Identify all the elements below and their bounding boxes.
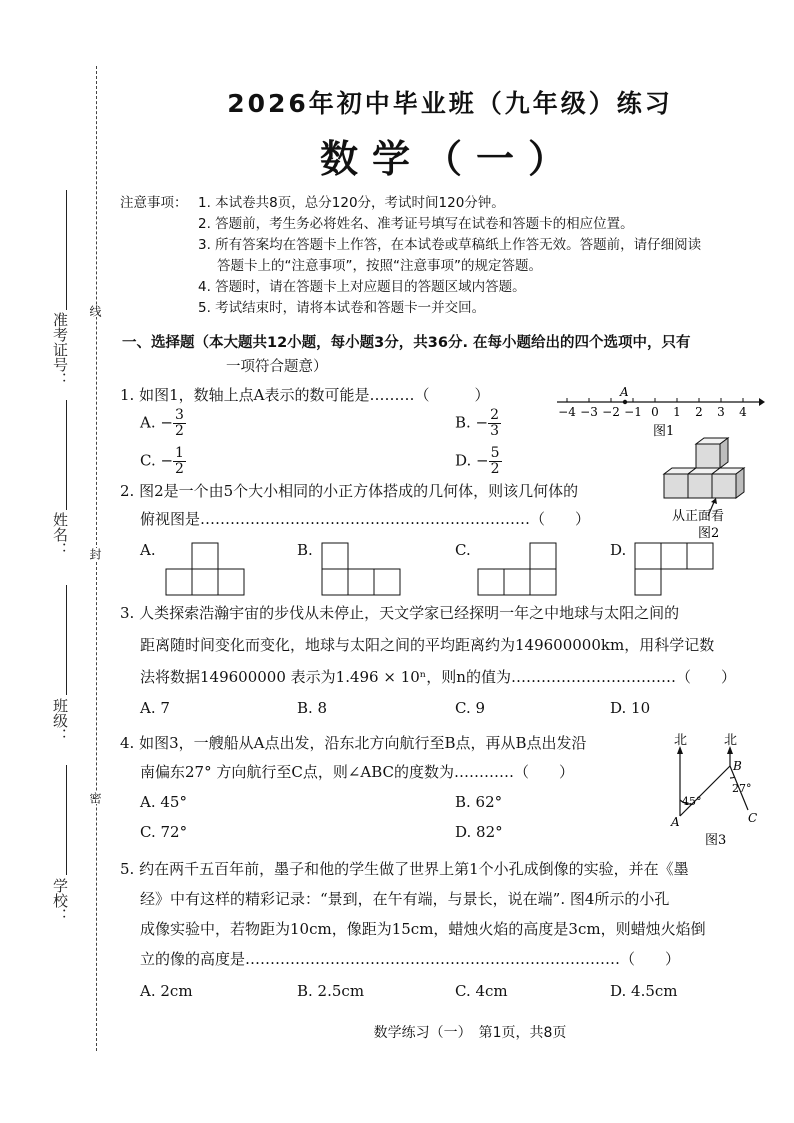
q3-line2: 距离随时间变化而变化，地球与太阳之间的平均距离约为149600000km，用科学记数 (140, 636, 715, 654)
axis-ticks (558, 398, 747, 419)
north-label-b: 北 (724, 733, 738, 748)
figure2-caption: 图2 (698, 526, 720, 541)
q2-option-c-label: C. (455, 541, 471, 559)
figure2-view-label: 从正面看 (672, 509, 725, 524)
q1-stem: 1. 如图1，数轴上点A表示的数可能是………（ ） (120, 386, 490, 404)
q5-option-c[interactable]: C. 4cm (455, 982, 508, 1000)
axis-tick-label: −1 (624, 405, 642, 419)
q3-line1: 3. 人类探索浩瀚宇宙的步伐从未停止，天文学家已经探明一年之中地球与太阳之间的 (120, 604, 680, 622)
q5-option-d[interactable]: D. 4.5cm (610, 982, 678, 1000)
q2-option-b-grid (320, 542, 404, 596)
q4-line1: 4. 如图3，一艘船从A点出发，沿东北方向航行至B点，再从B点出发沿 (120, 734, 587, 752)
school-underline (66, 765, 67, 875)
point-c-label: C (748, 811, 758, 825)
q5-line3: 成像实验中，若物距为10cm，像距为15cm，蜡烛火焰的高度是3cm，则蜡烛火焰倒 (140, 920, 706, 938)
q5-line1: 5. 约在两千五百年前，墨子和他的学生做了世界上第1个小孔成倒像的实验，并在《墨 (120, 860, 689, 878)
q2-option-d-grid (633, 542, 717, 596)
q1-a-numerator: 3 (174, 407, 184, 423)
q2-option-b[interactable] (297, 541, 313, 559)
axis-tick-label: −4 (558, 405, 576, 419)
figure1-number-line (555, 386, 765, 440)
q2-option-d[interactable] (610, 541, 626, 559)
q3-option-a[interactable]: A. 7 (140, 699, 170, 717)
page-footer: 数学练习（一） 第1页，共8页 (373, 1025, 567, 1041)
q2-stem-line2: 俯视图是…………………………………………………………（ ） (140, 510, 591, 528)
q2-option-a[interactable] (140, 541, 156, 559)
q2-option-a-grid (164, 542, 248, 596)
q5-line4: 立的像的高度是…………………………………………………………………（ ） (140, 950, 681, 968)
q1-option-a-label: A. − (140, 413, 173, 432)
q1-option-d[interactable] (455, 446, 502, 477)
q1-option-c[interactable] (140, 446, 186, 477)
section1-heading (122, 330, 782, 356)
q2-stem-line1: 2. 图2是一个由5个大小相同的小正方体搭成的几何体，则该几何体的 (120, 482, 579, 500)
q3-option-d[interactable]: D. 10 (610, 699, 651, 717)
q1-b-denominator: 3 (490, 423, 500, 439)
section1-heading-cont: 一项符合题意） (226, 359, 328, 375)
angle-label-a: 45° (682, 795, 702, 808)
q1-d-numerator: 5 (490, 445, 500, 461)
axis-tick-label: 0 (651, 405, 659, 419)
note-item: 答题卡上的“注意事项”，按照“注意事项”的规定答题。 (217, 258, 542, 274)
q1-c-numerator: 1 (175, 445, 184, 461)
figure1-caption: 图1 (653, 424, 675, 439)
q5-option-b[interactable]: B. 2.5cm (297, 982, 365, 1000)
school-label: 学校： (51, 878, 69, 923)
seal-mark-line: 线 (88, 305, 102, 317)
q2-option-c[interactable] (455, 541, 471, 559)
angle-label-b: 27° (732, 782, 752, 795)
axis-tick-label: −3 (580, 405, 598, 419)
subject-title: 数学（一） (319, 137, 580, 181)
class-label: 班级： (51, 698, 69, 743)
q1-option-b[interactable] (455, 408, 501, 439)
q1-b-numerator: 2 (490, 407, 500, 423)
axis-tick-label: 1 (673, 405, 681, 419)
note-item: 1. 本试卷共8页，总分120分，考试时间120分钟。 (198, 195, 505, 211)
figure3-bearing (668, 730, 768, 848)
figure3-caption: 图3 (705, 833, 727, 848)
q4-option-c[interactable]: C. 72° (140, 823, 188, 841)
q4-option-d[interactable]: D. 82° (455, 823, 503, 841)
section1-heading-text: 一、选择题（本大题共12小题，每小题3分，共36分. 在每小题给出的四个选项中，只有 (122, 335, 691, 351)
figure2-cubes (658, 434, 768, 542)
page-title: 2026年初中毕业班（九年级）练习 (227, 89, 673, 118)
point-b-label: B (733, 759, 742, 773)
point-a-label: A (671, 815, 680, 829)
notes-label: 注意事项： (120, 195, 188, 211)
q5-line2: 经》中有这样的精彩记录：“景到，在午有端，与景长，说在端”. 图4所示的小孔 (140, 890, 670, 908)
axis-tick-label: 2 (695, 405, 703, 419)
q2-option-d-label: D. (610, 541, 627, 559)
q1-c-denominator: 2 (175, 461, 184, 477)
q2-option-c-grid (476, 542, 560, 596)
q2-option-a-label: A. (140, 541, 156, 559)
q5-option-a[interactable]: A. 2cm (140, 982, 193, 1000)
exam-id-underline (66, 190, 67, 310)
q3-line3: 法将数据149600000 表示为1.496 × 10ⁿ，则n的值为……………………………（ ） (140, 668, 736, 686)
axis-tick-label: 4 (739, 405, 747, 419)
note-item: 4. 答题时，请在答题卡上对应题目的答题区域内答题。 (198, 279, 526, 295)
seal-mark-seal: 封 (88, 548, 102, 560)
q4-option-a[interactable]: A. 45° (140, 793, 187, 811)
q1-option-a[interactable] (140, 408, 186, 439)
point-a-label: A (620, 386, 629, 399)
class-underline (66, 585, 67, 695)
q1-option-c-label: C. − (140, 451, 174, 470)
name-underline (66, 400, 67, 510)
note-item: 2. 答题前，考生务必将姓名、准考证号填写在试卷和答题卡的相应位置。 (198, 216, 634, 232)
seal-mark-secret: 密 (88, 792, 102, 804)
q1-d-denominator: 2 (490, 461, 500, 477)
exam-id-label: 准考证号： (51, 312, 69, 387)
note-item: 5. 考试结束时，请将本试卷和答题卡一并交回。 (198, 300, 486, 316)
axis-tick-label: 3 (717, 405, 725, 419)
notes-list (198, 193, 768, 319)
note-item: 3. 所有答案均在答题卡上作答，在本试卷或草稿纸上作答无效。答题前，请仔细阅读 (198, 237, 702, 253)
q3-option-c[interactable]: C. 9 (455, 699, 486, 717)
q1-option-b-label: B. − (455, 413, 489, 432)
axis-tick-label: −2 (602, 405, 620, 419)
q1-a-denominator: 2 (174, 423, 184, 439)
axis-arrow-icon (759, 398, 765, 406)
q3-option-b[interactable]: B. 8 (297, 699, 328, 717)
name-label: 姓名： (51, 512, 69, 557)
q4-option-b[interactable]: B. 62° (455, 793, 503, 811)
q4-line2: 南偏东27° 方向航行至C点，则∠ABC的度数为…………（ ） (140, 763, 575, 781)
point-a-dot (623, 400, 627, 404)
q2-option-b-label: B. (297, 541, 313, 559)
q1-option-d-label: D. − (455, 451, 489, 470)
north-label-a: 北 (674, 733, 688, 748)
